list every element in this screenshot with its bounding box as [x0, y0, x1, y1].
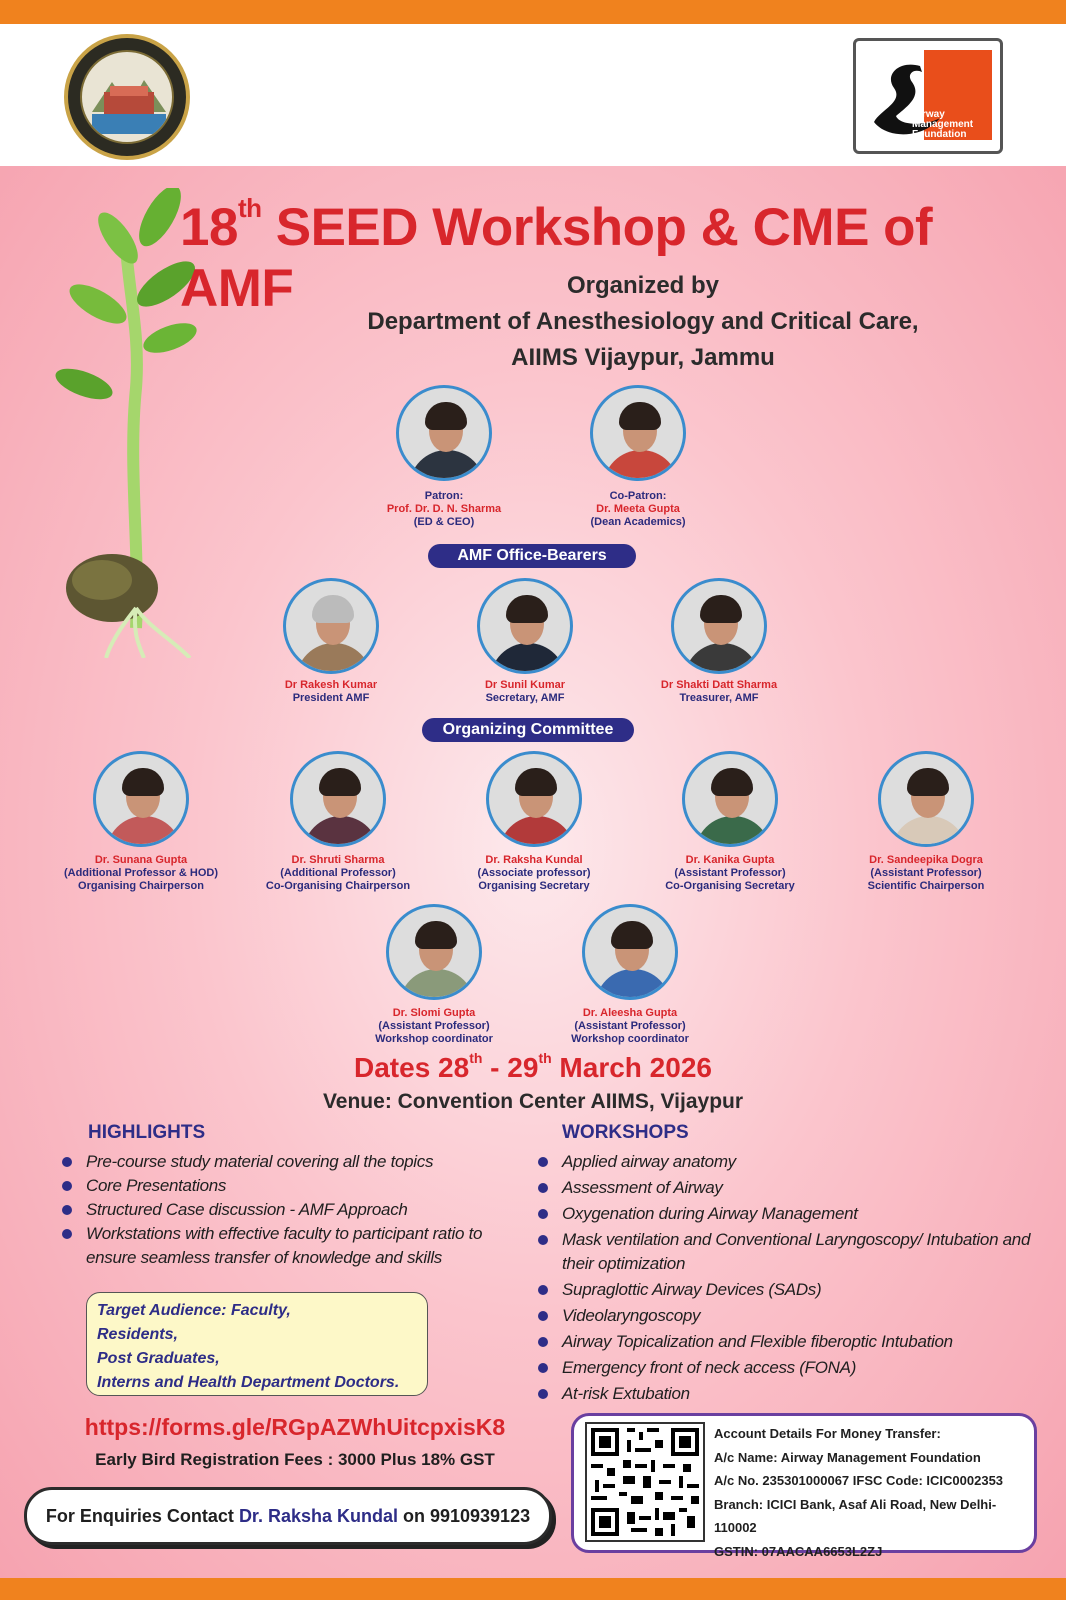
committee-caption-6: Dr. Slomi Gupta (Assistant Professor) Workshop coordinator [375, 1007, 493, 1045]
committee-caption-1: Dr. Sunana Gupta (Additional Professor & HOD) Organising Chairperson [63, 854, 218, 892]
co-patron-photo [590, 385, 686, 481]
organizer-department: Department of Anesthesiology and Critical Care, [367, 308, 919, 335]
patron-caption: Patron: Prof. Dr. D. N. Sharma (ED & CEO) [386, 490, 502, 528]
account-line: A/c Name: Airway Management Foundation [714, 1449, 981, 1465]
list-item: Supraglottic Airway Devices (SADs) [536, 1278, 1036, 1302]
bearer-photo-president [283, 578, 379, 674]
seal-emblem-icon [80, 50, 174, 144]
event-venue: Venue: Convention Center AIIMS, Vijaypur [322, 1090, 744, 1113]
account-line: A/c No. 235301000067 IFSC Code: ICIC0002353 [714, 1473, 1004, 1488]
list-item: Core Presentations [60, 1174, 520, 1198]
registration-link[interactable]: https://forms.gle/RGpAZWhUitcpxisK8 [84, 1414, 506, 1440]
committee-photo-6 [386, 904, 482, 1000]
committee-photo-5 [878, 751, 974, 847]
bearer-photo-treasurer [671, 578, 767, 674]
target-line: Interns and Health Department Doctors. [97, 1374, 400, 1391]
committee-caption-5: Dr. Sandeepika Dogra (Assistant Professor) Scientific Chairperson [867, 854, 985, 892]
list-item: At-risk Extubation [536, 1382, 1036, 1406]
committee-caption-4: Dr. Kanika Gupta (Assistant Professor) Co-Organising Secretary [665, 854, 795, 892]
target-audience-box [86, 1292, 428, 1396]
event-dates: Dates 28th - 29th March 2026 [354, 1050, 712, 1083]
committee-caption-7: Dr. Aleesha Gupta (Assistant Professor) Workshop coordinator [571, 1007, 689, 1045]
committee-photo-7 [582, 904, 678, 1000]
organizer-institute: AIIMS Vijaypur, Jammu [511, 344, 775, 371]
top-orange-bar [0, 0, 1066, 24]
account-line: Account Details For Money Transfer: [714, 1426, 941, 1441]
target-line: Target Audience: Faculty, [97, 1302, 291, 1319]
highlights-heading: HIGHLIGHTS [88, 1122, 206, 1143]
list-item: Oxygenation during Airway Management [536, 1202, 1036, 1226]
account-line: GSTIN: 07AACAA6653L2ZJ [714, 1543, 883, 1559]
enquiry-contact: For Enquiries Contact Dr. Raksha Kundal on 9910939123 [24, 1487, 552, 1545]
account-line: Branch: ICICI Bank, Asaf Ali Road, New Delhi-110002 [714, 1496, 997, 1535]
amf-logo-text: Airway Management Foundation [912, 109, 974, 140]
list-item: Mask ventilation and Conventional Laryngoscopy/ Intubation and their optimization [536, 1228, 1036, 1276]
bearer-caption-secretary: Dr Sunil Kumar Secretary, AMF [484, 679, 566, 704]
list-item: Assessment of Airway [536, 1176, 1036, 1200]
list-item: Videolaryngoscopy [536, 1304, 1036, 1328]
committee-caption-3: Dr. Raksha Kundal (Associate professor) Organising Secretary [477, 854, 591, 892]
list-item: Pre-course study material covering all the topics [60, 1150, 520, 1174]
account-details-text [714, 1422, 1032, 1563]
qr-code-icon [585, 1422, 705, 1542]
highlights-list [60, 1150, 520, 1270]
list-item: Airway Topicalization and Flexible fiberoptic Intubation [536, 1330, 1036, 1354]
bearer-photo-secretary [477, 578, 573, 674]
co-patron-caption: Co-Patron: Dr. Meeta Gupta (Dean Academics) [590, 490, 686, 528]
committee-photo-4 [682, 751, 778, 847]
target-line: Post Graduates, [97, 1350, 220, 1367]
bearer-caption-treasurer: Dr Shakti Datt Sharma Treasurer, AMF [660, 679, 778, 704]
list-item: Workstations with effective faculty to participant ratio to ensure seamless transfer of knowledge and skills [60, 1222, 520, 1270]
workshops-list [536, 1150, 1036, 1406]
list-item: Emergency front of neck access (FONA) [536, 1356, 1036, 1380]
committee-photo-2 [290, 751, 386, 847]
patron-photo [396, 385, 492, 481]
bottom-orange-bar [0, 1578, 1066, 1600]
committee-caption-2: Dr. Shruti Sharma (Additional Professor) Co-Organising Chairperson [265, 854, 411, 892]
workshops-heading: WORKSHOPS [562, 1122, 689, 1143]
office-bearers-label: AMF Office-Bearers [428, 544, 636, 568]
list-item: Applied airway anatomy [536, 1150, 1036, 1174]
committee-photo-1 [93, 751, 189, 847]
event-title: 18th SEED Workshop & CME of AMF [180, 193, 933, 318]
registration-fees: Early Bird Registration Fees : 3000 Plus 18% GST [95, 1450, 495, 1469]
bearer-caption-president: Dr Rakesh Kumar President AMF [284, 679, 378, 704]
organized-by: Organized by [566, 272, 720, 299]
target-line: Residents, [97, 1326, 178, 1343]
organizing-committee-label: Organizing Committee [422, 718, 634, 742]
list-item: Structured Case discussion - AMF Approach [60, 1198, 520, 1222]
committee-photo-3 [486, 751, 582, 847]
